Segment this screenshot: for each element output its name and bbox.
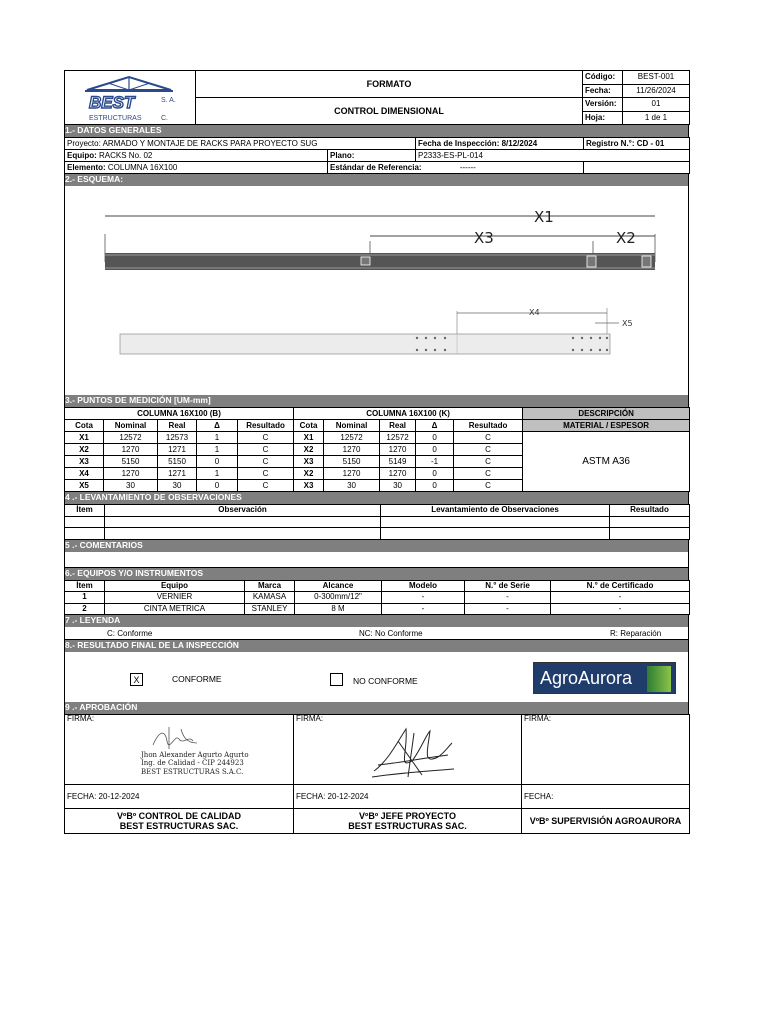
logo-best-text: BEST xyxy=(89,93,135,112)
equipo-field xyxy=(65,150,328,162)
approval-project-line2: BEST ESTRUCTURAS SAC. xyxy=(348,821,467,831)
cell: - xyxy=(551,592,690,604)
cell: C xyxy=(454,432,523,444)
signature-cell-project xyxy=(294,715,522,785)
cell: X2 xyxy=(294,468,324,480)
cell: 1271 xyxy=(158,468,197,480)
cell: 12572 xyxy=(324,432,380,444)
no-conforme-checkbox[interactable] xyxy=(330,673,343,686)
equipo-label: Equipo: xyxy=(67,150,97,160)
table-row xyxy=(65,432,690,444)
material-header: MATERIAL / ESPESOR xyxy=(523,420,690,432)
col-cota-b: Cota xyxy=(65,420,104,432)
section-legend-title: 7 .- LEYENDA xyxy=(64,615,689,627)
table-row xyxy=(65,592,690,604)
col-delta-b: Δ xyxy=(197,420,238,432)
stamp-line: BEST ESTRUCTURAS S.A.C. xyxy=(141,767,244,776)
cell: 1270 xyxy=(380,444,416,456)
cell: 12572 xyxy=(380,432,416,444)
description-header: DESCRIPCIÓN xyxy=(523,408,690,420)
signature-scribble-icon xyxy=(149,723,209,753)
equipment-table xyxy=(64,580,690,616)
column-b-beam xyxy=(105,253,655,270)
hoja-value: 1 de 1 xyxy=(623,111,690,125)
conforme-label: CONFORME xyxy=(172,674,222,684)
cell: 1 xyxy=(197,444,238,456)
logo-sa-text: S. A. xyxy=(161,97,176,104)
section-observations-title: 4 .- LEVANTAMIENTO DE OBSERVACIONES xyxy=(64,492,689,504)
cell: C xyxy=(454,480,523,492)
comments-area xyxy=(64,552,689,568)
approval-quality-line2: BEST ESTRUCTURAS SAC. xyxy=(119,821,239,831)
approval-quality-line1: VºBº CONTROL DE CALIDAD xyxy=(117,810,241,821)
cell: - xyxy=(465,603,551,615)
stamp-line: Ing. de Calidad - CIP 244923 xyxy=(141,759,244,768)
approval-project xyxy=(294,809,522,834)
cell: 12572 xyxy=(104,432,158,444)
x4-label: X4 xyxy=(529,308,540,317)
cell: 5149 xyxy=(380,456,416,468)
section-equipment-title: 6.- EQUIPOS Y/O INSTRUMENTOS xyxy=(64,568,689,580)
scheme-drawing xyxy=(64,186,689,395)
legend-row xyxy=(64,627,689,640)
stamp-line: Jhon Alexander Agurto Agurto xyxy=(141,751,249,759)
fecha-label: Fecha: xyxy=(583,84,623,98)
cell: 1270 xyxy=(324,444,380,456)
date-quality: FECHA: 20-12-2024 xyxy=(65,785,294,809)
inspection-form xyxy=(64,70,689,834)
cell: 1270 xyxy=(104,444,158,456)
obs-empty-cell xyxy=(65,516,105,528)
hoja-label: Hoja: xyxy=(583,111,623,125)
cell: 0 xyxy=(197,480,238,492)
plano-label: Plano: xyxy=(328,150,416,162)
cell: VERNIER xyxy=(105,592,245,604)
conforme-checkbox[interactable]: X xyxy=(130,673,143,686)
col-nominal-k: Nominal xyxy=(324,420,380,432)
cell: 0 xyxy=(197,456,238,468)
elemento-label: Elemento: xyxy=(67,162,106,172)
approval-project-line1: VºBº JEFE PROYECTO xyxy=(359,810,456,821)
eq-col-alcance: Alcance xyxy=(295,580,382,592)
measurements-table xyxy=(64,407,690,492)
logo-c-text: C. xyxy=(161,115,168,122)
cell: C xyxy=(238,468,294,480)
cell: 5150 xyxy=(104,456,158,468)
cell: C xyxy=(238,432,294,444)
legend-conforme: C: Conforme xyxy=(107,629,153,638)
approval-supervision: VºBº SUPERVISIÓN AGROAURORA xyxy=(522,809,690,834)
fecha-inspeccion-field: Fecha de Inspección: 8/12/2024 xyxy=(416,138,584,150)
obs-empty-cell xyxy=(610,516,690,528)
codigo-value: BEST-001 xyxy=(623,71,690,85)
cell: KAMASA xyxy=(245,592,295,604)
cell: 30 xyxy=(380,480,416,492)
x3-label: X3 xyxy=(474,229,494,247)
cell: X5 xyxy=(65,480,104,492)
cell: X2 xyxy=(65,444,104,456)
eq-col-serie: N.° de Serie xyxy=(465,580,551,592)
signature-stamp xyxy=(141,751,249,776)
section-measurements-title: 3.- PUNTOS DE MEDICIÓN [UM-mm] xyxy=(64,395,689,407)
section-scheme-title: 2.- ESQUEMA: xyxy=(64,174,689,186)
legend-no-conforme: NC: No Conforme xyxy=(359,629,423,638)
elemento-field xyxy=(65,162,328,174)
cell: C xyxy=(238,444,294,456)
cell: 1 xyxy=(65,592,105,604)
cell: - xyxy=(382,592,465,604)
obs-empty-cell xyxy=(65,528,105,540)
version-value: 01 xyxy=(623,98,690,112)
col-resultado-k: Resultado xyxy=(454,420,523,432)
x2-label: X2 xyxy=(616,229,636,247)
estandar-value: ------ xyxy=(459,162,476,172)
fecha-value: 11/26/2024 xyxy=(623,84,690,98)
company-logo xyxy=(65,71,196,125)
obs-empty-cell xyxy=(105,528,381,540)
cell: 8 M xyxy=(295,603,382,615)
cell: - xyxy=(465,592,551,604)
x5-label: X5 xyxy=(622,319,633,328)
format-label: FORMATO xyxy=(196,71,583,98)
cell: 30 xyxy=(104,480,158,492)
obs-empty-cell xyxy=(381,516,610,528)
cell: 1 xyxy=(197,468,238,480)
obs-col-item: Ítem xyxy=(65,505,105,517)
col-resultado-b: Resultado xyxy=(238,420,294,432)
result-area xyxy=(64,652,689,702)
cell: 1271 xyxy=(158,444,197,456)
section-approval-title: 9 .- APROBACIÓN xyxy=(64,702,689,714)
logo-estructuras-text: ESTRUCTURAS xyxy=(89,115,142,122)
eq-col-item: Ítem xyxy=(65,580,105,592)
estandar-label: Estándar de Referencia: xyxy=(330,162,422,172)
col-real-k: Real xyxy=(380,420,416,432)
cell: 30 xyxy=(158,480,197,492)
approval-quality xyxy=(65,809,294,834)
cell: X1 xyxy=(65,432,104,444)
eq-col-certificado: N.° de Certificado xyxy=(551,580,690,592)
agroaurora-logo xyxy=(533,662,676,694)
cell: C xyxy=(238,456,294,468)
cell: STANLEY xyxy=(245,603,295,615)
cell: 5150 xyxy=(158,456,197,468)
material-value: ASTM A36 xyxy=(523,432,690,492)
cell: - xyxy=(551,603,690,615)
date-project: FECHA: 20-12-2024 xyxy=(294,785,522,809)
observations-table xyxy=(64,504,690,540)
cell: 1270 xyxy=(380,468,416,480)
cell: 0 xyxy=(416,480,454,492)
section-result-title: 8.- RESULTADO FINAL DE LA INSPECCIÓN xyxy=(64,640,689,652)
cell: X2 xyxy=(294,444,324,456)
signature-scribble-icon xyxy=(368,721,458,783)
no-conforme-label: NO CONFORME xyxy=(353,676,418,686)
obs-empty-cell xyxy=(105,516,381,528)
eq-col-modelo: Modelo xyxy=(382,580,465,592)
equipo-value: RACKS No. 02 xyxy=(99,150,153,160)
cell: -1 xyxy=(416,456,454,468)
agroaurora-logo-text: AgroAurora xyxy=(540,668,633,688)
cell: 0 xyxy=(416,444,454,456)
elemento-value: COLUMNA 16X100 xyxy=(107,162,178,172)
cell: X3 xyxy=(294,480,324,492)
estandar-field xyxy=(328,162,584,174)
col-nominal-b: Nominal xyxy=(104,420,158,432)
group-k-header: COLUMNA 16X100 (K) xyxy=(294,408,523,420)
cell: CINTA METRICA xyxy=(105,603,245,615)
cell: C xyxy=(454,456,523,468)
section-general-title: 1.- DATOS GENERALES xyxy=(64,125,689,137)
version-label: Versión: xyxy=(583,98,623,112)
obs-col-lev: Levantamiento de Observaciones xyxy=(381,505,610,517)
cell: 2 xyxy=(65,603,105,615)
cell: C xyxy=(238,480,294,492)
signature-cell-supervision xyxy=(522,715,690,785)
cell: C xyxy=(454,444,523,456)
firma-label: FIRMA: xyxy=(296,714,324,723)
cell: 5150 xyxy=(324,456,380,468)
doc-title: CONTROL DIMENSIONAL xyxy=(196,98,583,125)
plano-value: P2333-ES-PL-014 xyxy=(416,150,690,162)
cell: X3 xyxy=(294,456,324,468)
registro-field: Registro N.°: CD - 01 xyxy=(584,138,690,150)
approval-table xyxy=(64,714,690,834)
cell: X4 xyxy=(65,468,104,480)
cell: 0-300mm/12" xyxy=(295,592,382,604)
obs-col-observation: Observación xyxy=(105,505,381,517)
cell: - xyxy=(382,603,465,615)
col-delta-k: Δ xyxy=(416,420,454,432)
legend-reparacion: R: Reparación xyxy=(610,629,662,638)
x1-label: X1 xyxy=(534,208,554,226)
best-logo-icon xyxy=(65,72,193,124)
cell: 0 xyxy=(416,468,454,480)
group-b-header: COLUMNA 16X100 (B) xyxy=(65,408,294,420)
cell: X3 xyxy=(65,456,104,468)
cell: 1 xyxy=(197,432,238,444)
form-header xyxy=(64,70,690,125)
cell: C xyxy=(454,468,523,480)
column-scheme-svg xyxy=(65,186,688,395)
cell: X1 xyxy=(294,432,324,444)
cell: 1270 xyxy=(104,468,158,480)
date-supervision: FECHA: xyxy=(522,785,690,809)
firma-label: FIRMA: xyxy=(67,714,95,723)
cell: 1270 xyxy=(324,468,380,480)
cell: 0 xyxy=(416,432,454,444)
proyecto-field: Proyecto: ARMADO Y MONTAJE DE RACKS PARA PROYECTO SUG xyxy=(65,138,416,150)
general-data-table xyxy=(64,137,690,174)
leaf-icon xyxy=(647,666,671,692)
firma-label: FIRMA: xyxy=(524,714,552,723)
empty-cell xyxy=(584,162,690,174)
obs-empty-cell xyxy=(381,528,610,540)
cell: 30 xyxy=(324,480,380,492)
table-row xyxy=(65,603,690,615)
column-k-beam xyxy=(120,334,610,354)
obs-col-result: Resultado xyxy=(610,505,690,517)
col-cota-k: Cota xyxy=(294,420,324,432)
col-real-b: Real xyxy=(158,420,197,432)
signature-cell-quality xyxy=(65,715,294,785)
cell: 12573 xyxy=(158,432,197,444)
eq-col-marca: Marca xyxy=(245,580,295,592)
eq-col-equipo: Equipo xyxy=(105,580,245,592)
obs-empty-cell xyxy=(610,528,690,540)
codigo-label: Código: xyxy=(583,71,623,85)
section-comments-title: 5 .- COMENTARIOS xyxy=(64,540,689,552)
